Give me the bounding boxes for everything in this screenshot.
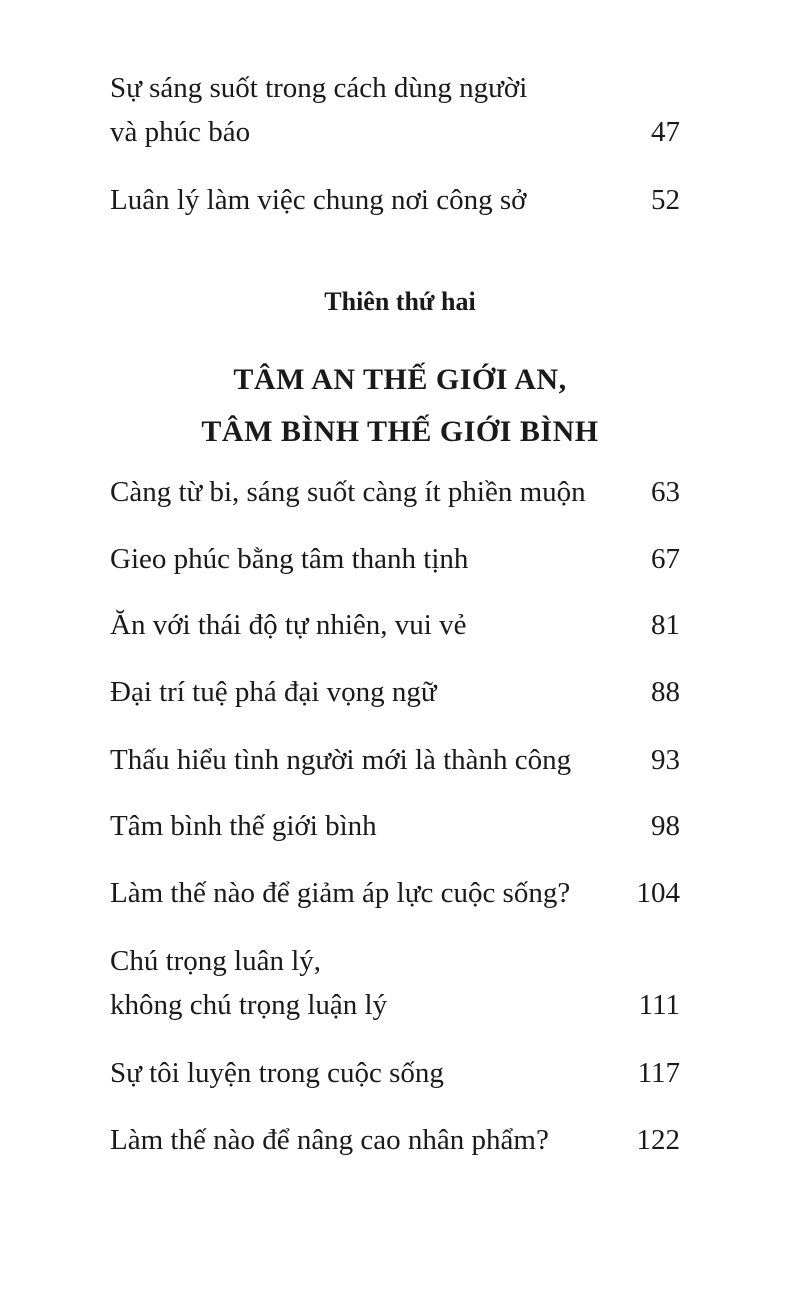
toc-entry-title xyxy=(110,537,610,581)
toc-entry-title xyxy=(110,1051,610,1095)
section-title-line: TÂM BÌNH THẾ GIỚI BÌNH xyxy=(201,415,599,448)
toc-entry xyxy=(110,537,680,581)
toc-entry xyxy=(110,66,680,154)
toc-entry-title-line: Luân lý làm việc chung nơi công sở xyxy=(110,184,527,216)
toc-entry xyxy=(110,939,680,1027)
toc-entry-title-line: và phúc báo xyxy=(110,116,251,148)
section-title-line: TÂM AN THẾ GIỚI AN, xyxy=(233,363,567,396)
toc-entry-page-number: 98 xyxy=(651,810,680,842)
toc-entry-title-line: Làm thế nào để nâng cao nhân phẩm? xyxy=(110,1124,549,1156)
toc-entry-page-number: 117 xyxy=(637,1057,680,1089)
toc-entry-page-number: 88 xyxy=(651,676,680,708)
toc-entry-title-line: không chú trọng luận lý xyxy=(110,989,388,1021)
toc-entry-page-number: 122 xyxy=(636,1124,680,1156)
toc-entry-title-line: Làm thế nào để giảm áp lực cuộc sống? xyxy=(110,877,571,909)
toc-entry-page-number: 52 xyxy=(651,184,680,216)
section-label: Thiên thứ hai xyxy=(324,287,476,316)
toc-entry-title xyxy=(110,939,610,1027)
toc-entry xyxy=(110,1118,680,1162)
toc-entry-page-number: 47 xyxy=(651,116,680,148)
toc-entry-title xyxy=(110,871,610,915)
toc-entry-title xyxy=(110,470,610,514)
toc-entry-page-number: 93 xyxy=(651,744,680,776)
toc-entry-title-line: Càng từ bi, sáng suốt càng ít phiền muộn xyxy=(110,476,586,508)
toc-entry-title xyxy=(110,738,610,782)
toc-entry xyxy=(110,1051,680,1095)
toc-entry-title-line: Gieo phúc bằng tâm thanh tịnh xyxy=(110,543,469,575)
toc-entry-title xyxy=(110,603,610,647)
toc-entry-title xyxy=(110,804,610,848)
toc-entry xyxy=(110,603,680,647)
toc-entry-title-line: Tâm bình thế giới bình xyxy=(110,810,377,842)
toc-entry xyxy=(110,738,680,782)
toc-entry xyxy=(110,470,680,514)
toc-entry-page-number: 111 xyxy=(638,989,680,1021)
toc-entry-page-number: 67 xyxy=(651,543,680,575)
toc-entry-title-line: Sự tôi luyện trong cuộc sống xyxy=(110,1057,444,1089)
toc-entry xyxy=(110,871,680,915)
toc-entry-title xyxy=(110,66,610,154)
toc-entry-title xyxy=(110,178,610,222)
toc-entry xyxy=(110,804,680,848)
toc-entry-title-line: Sự sáng suốt trong cách dùng người xyxy=(110,72,528,104)
toc-entry xyxy=(110,670,680,714)
toc-entry-title xyxy=(110,1118,610,1162)
toc-entry-page-number: 81 xyxy=(651,609,680,641)
toc-entry-title-line: Ăn với thái độ tự nhiên, vui vẻ xyxy=(110,609,467,641)
section-title xyxy=(0,354,800,458)
toc-entry-title-line: Thấu hiểu tình người mới là thành công xyxy=(110,744,572,776)
toc-entry-page-number: 63 xyxy=(651,476,680,508)
toc-entry-title-line: Chú trọng luân lý, xyxy=(110,945,322,977)
toc-entry-page-number: 104 xyxy=(636,877,680,909)
toc-entry-title xyxy=(110,670,610,714)
toc-entry-title-line: Đại trí tuệ phá đại vọng ngữ xyxy=(110,676,437,708)
toc-entry xyxy=(110,178,680,222)
